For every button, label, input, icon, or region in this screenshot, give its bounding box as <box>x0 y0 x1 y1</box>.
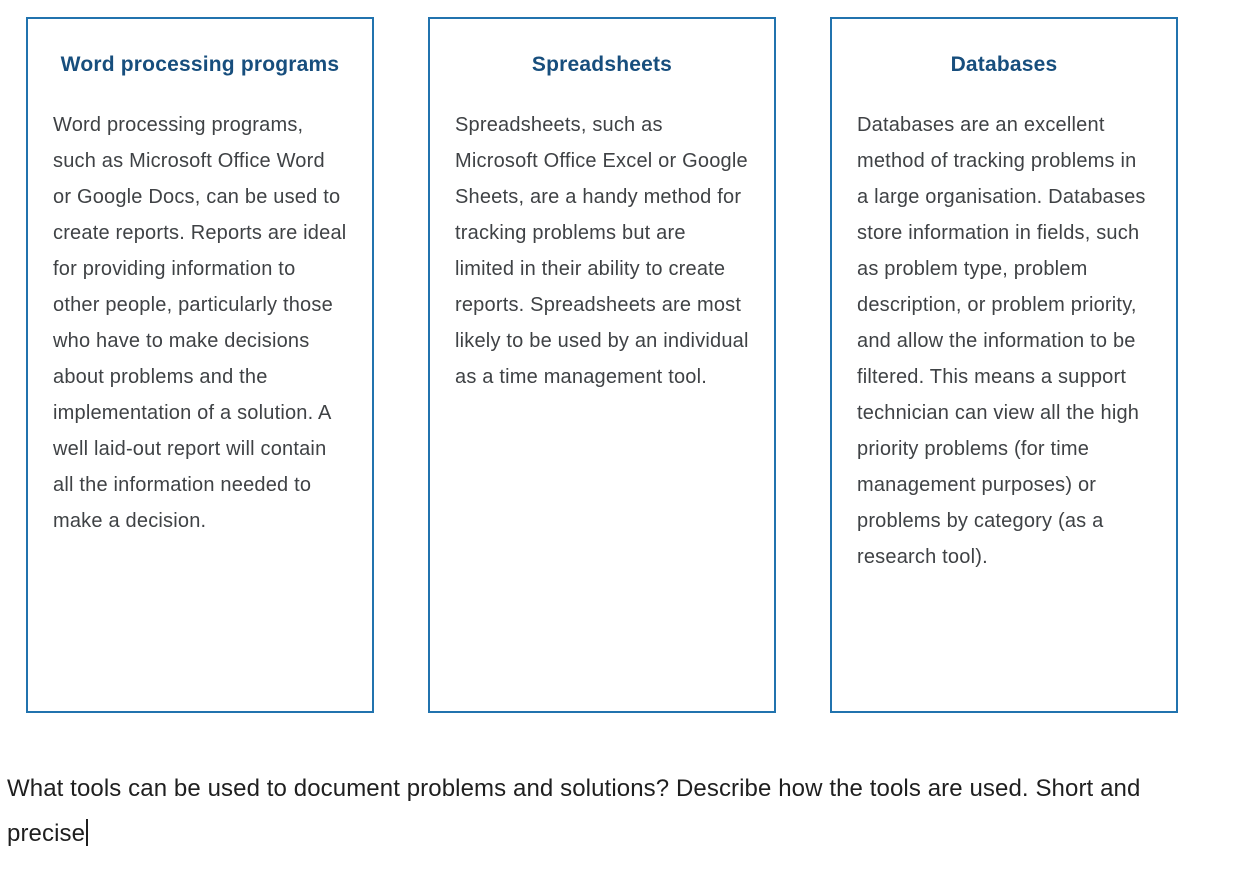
info-cards-row <box>26 17 1178 713</box>
card-databases <box>830 17 1178 713</box>
card-title-databases: Databases <box>950 53 1058 76</box>
question-input[interactable] <box>7 766 1197 856</box>
card-body-spreadsheets: Spreadsheets, such as Microsoft Office Excel or Google Sheets, are a handy method for tracking problems but are limited in their ability to create reports. Spreadsheets are most likely to be used by an individual as a time management tool. <box>455 114 749 388</box>
card-title-word-processing: Word processing programs <box>60 53 340 76</box>
card-spreadsheets <box>428 17 776 713</box>
text-cursor <box>86 819 88 846</box>
card-title-spreadsheets: Spreadsheets <box>531 53 673 76</box>
card-body-word-processing: Word processing programs, such as Microsoft Office Word or Google Docs, can be used to create reports. Reports are ideal for providing information to other people, particularly those who have to make decisions about problems and the implementation of a solution. A well laid-out report will contain all the information needed to make a decision. <box>53 114 347 532</box>
question-text: What tools can be used to document problems and solutions? Describe how the tools are used. Short and precise <box>7 775 1141 847</box>
card-body-databases: Databases are an excellent method of tracking problems in a large organisation. Databases store information in fields, such as problem type, problem description, or problem priority, and allow the information to be filtered. This means a support technician can view all the high priority problems (for time management purposes) or problems by category (as a research tool). <box>857 114 1146 568</box>
card-word-processing <box>26 17 374 713</box>
